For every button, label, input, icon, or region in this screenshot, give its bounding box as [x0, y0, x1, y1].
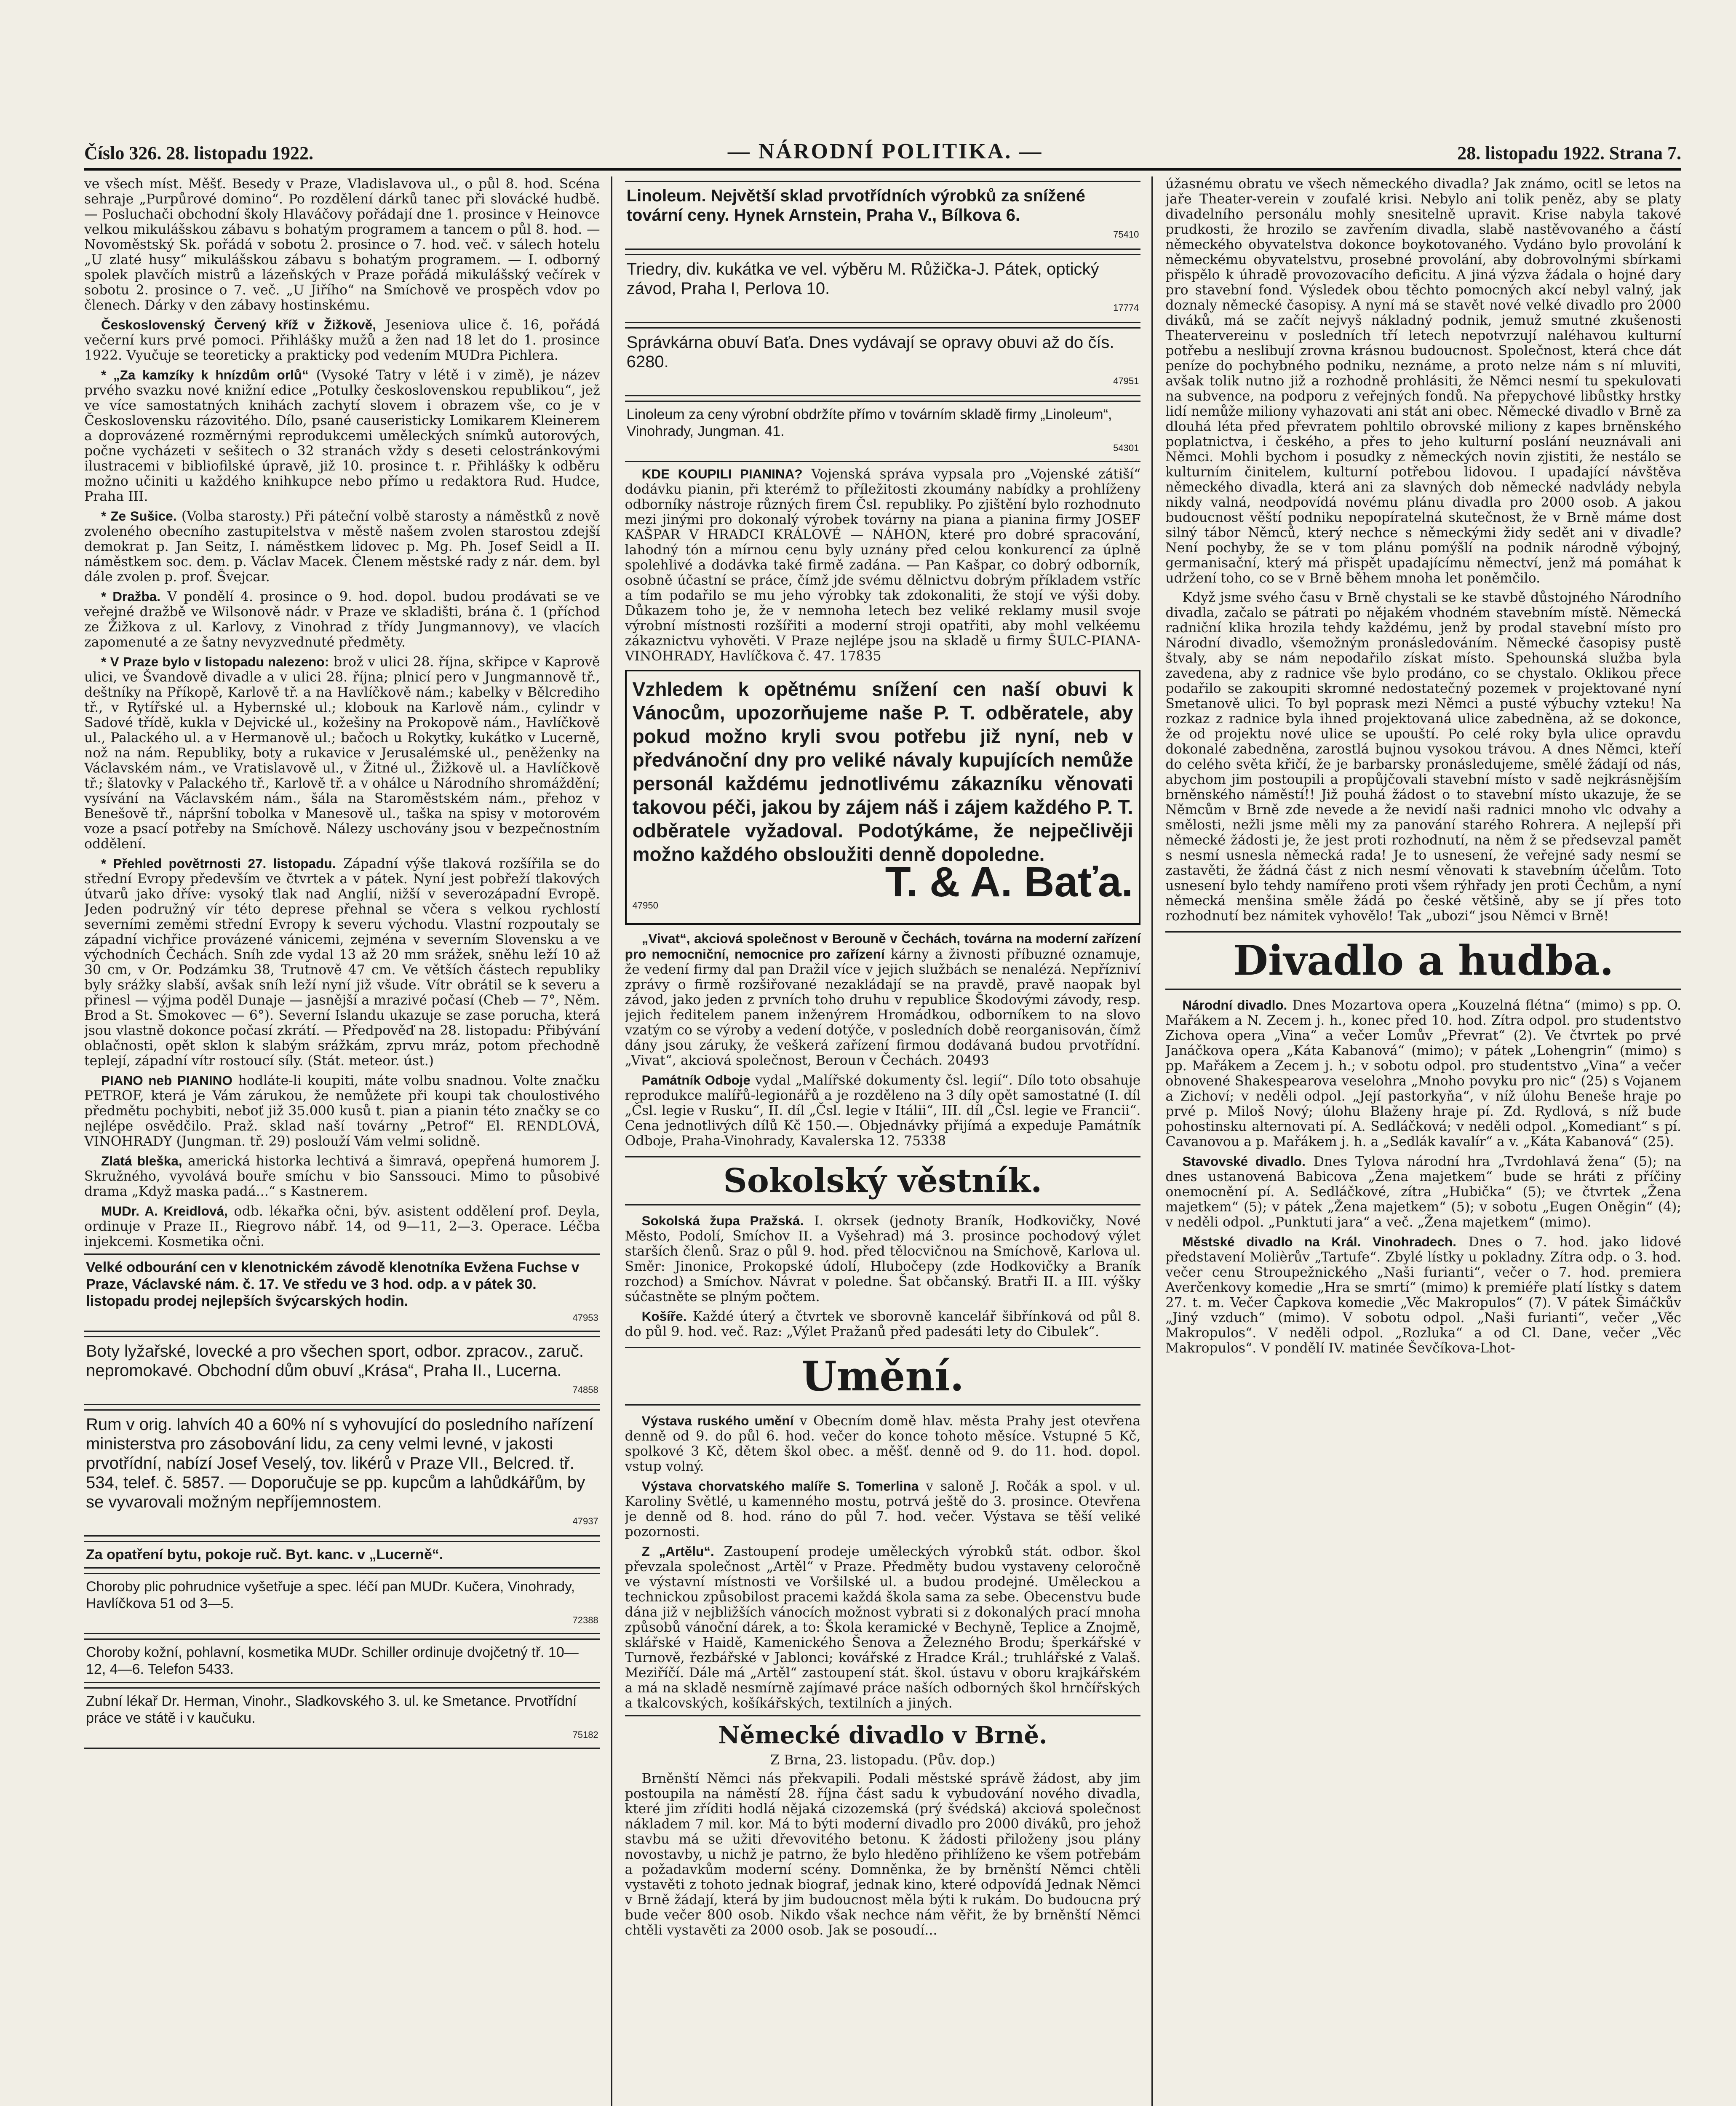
bata-code: 47950 [632, 900, 658, 911]
ad-code: 75410 [1113, 229, 1139, 240]
advertisement [84, 1253, 600, 1332]
article-lead: „Vivat“, akciová společnost v Berouně v Čechách, továrna na moderní zařízení pro nemocniční, nemocnice pro zařízení [625, 931, 1141, 962]
article-heading-brno: Německé divadlo v Brně. [718, 1721, 1047, 1749]
article [84, 367, 600, 504]
article [84, 1153, 600, 1199]
article-lead: Výstava ruského umění [641, 1413, 794, 1428]
ad-code: 75182 [572, 1729, 598, 1740]
article [625, 1072, 1141, 1149]
article-text: Každé úterý a čtvrtek ve sborovně kancelář šibřínková od půl 8. do půl 9. hod. več. Raz: „Výlet Pražanů před padesáti lety do Cibulek“. [625, 1309, 1141, 1339]
article-text: V pondělí 4. prosince o 9. hod. dopol. budou prodávati se ve veřejné dražbě ve Wilsonově nádr. v Praze ve skladišti, brána č. 1 (příchod ze Žižkova z ul. Karlovy, z Vinohrad z třídy Jungmannovy), ve vlacích zapomenuté a ze šatny nevyzvednuté předměty. [84, 589, 600, 650]
article [84, 1203, 600, 1249]
article-lead: * Přehled povětrnosti 27. listopadu. [101, 856, 336, 871]
article-text: Dnes Mozartova opera „Kouzelná flétna“ (mimo) s pp. O. Mařákem a N. Zecem j. h., konec před 10. hod. Zítra odpol. pro studentstvo Zichova opera „Vina“ a večer Lomův „Převrat“ (2). Ve čtvrtek po prvé Janáčkova opera „Káta Kabanová“ (mimo); v pátek „Lohengrin“ (mimo) s pp. Mařákem a Zecem j. h.; v sobotu odpol. pro studentstvo „Vina“ a večer obnovené Shakespearova veselohra „Mnoho povyku pro nic“ (25) s Vojanem a Zichoví; v neděli odpol. „Její pastorkyňa“, v níž úlohu Beneše hraje po prvé p. Miloš Nový; úlohu Blaženy hraje pí. Zd. Rydlová, s níž bude pohostinsku alternovati pí. A. Sedláčková; v neděli odpol. „Komediant“ s pí. Cavanovou a p. Mařákem j. h. a „Sedlák kavalír“ a v. „Káta Kabanová“ (25). [1165, 998, 1682, 1149]
advertisement [625, 327, 1141, 396]
section-heading-sokol: Sokolský věstník. [625, 1156, 1141, 1205]
article-text: kárny a živnosti příbuzné oznamuje, že vedení firmy dal pan Dražil více v jejich službách se nenalézá. Nepřízniví zprávy o firmě rozšiřované nezakládají se na pravdě, pravě naopak byl závod, jako jeden z prvních toho druhu v republice Škodovými závody, resp. jejich ředitelem panem inženýrem Hromádkou, odborníkem to na slovo vzatým co se výroby a vedení dotýče, v posledních době reorganisován, čímž dány jsou záruky, že veškerá zařízení firmou dodávaná budou prvotřídní. „Vivat“, akciová společnost, Beroun v Čechách. [625, 947, 1141, 1068]
article-text: (Volba starosty.) Při páteční volbě starosty a náměstků z nově zvoleného obecního zastupitelstva v městě našem zvolen starostou zdejší demokrat p. Jan Seitz, I. náměstkem lidovec p. Mg. Ph. Josef Seidl a II. náměstkem soc. dem. p. Václav Macek. Členem městské rady z nár. dem. byl dále zvolen p. prof. Švejcar. [84, 509, 600, 585]
article [84, 856, 600, 1069]
article-lead: Národní divadlo. [1182, 997, 1287, 1013]
article-text: Když jsme svého času v Brně chystali se ke stavbě důstojného Národního divadla, začalo se pátrati po nějakém vhodném stavebním místě. Německá radniční klika hrozila tehdy každému, jenž by prodal stavební místo pro Národní divadlo, všemožným pronásledováním. Německé časopisy pustě štvaly, aby se nám nepodařilo získat místo. Spehounská služba byla zavedena, aby z radnice vše bylo prodáno, co se chystalo. Oklikou přece podařilo se zakoupiti skromné nedostatečný pozemek v projektované nyní Smetanově ulici. To byl poprask mezi Němci a pusté výbuchy vzteku! Na rozkaz z radnice byla ihned projektovaná ulice zabedněna, až se dokonce, že od projektu nové ulice se upouští. Po celé roky byla ulice opravdu dokonalé zabedněna, zarostlá bujnou vysokou trávou. A dnes Němci, kteří do celého světa křičí, že je barbarsky pronásledujeme, smělé žádají od nás, abychom jim postoupili a propůjčovali stavební místo v sadě nejkrásnějším brněnského náměstí!! Již pouhá žádost o to stavební místo ukazuje, že se Němcům v Brně zde nevede a že nevidí naši radnici mnoho vlc odvahy a smělosti, nežli jsme měli my za panování starého Rohrera. A nejlepší při německé žádosti je, že jest proti rozhodnutí, na něm ž se předsevzal pamět s nesmí usnesla německá rada! Je to usnesení, že veřejné sady nesmí se zastavěti, že žádná část z nich nesmí věnovati k stavebním účelům. Toto usnesení bylo tehdy namířeno proti všem rýhřady jen proti Čechům, a nyní německá menšina směle žádá po české většině, aby se jí přes toto rozhodnutí bez námitek vyhovělo! Tak „ubozi“ jsou Němci v Brně! [1165, 590, 1682, 924]
article [84, 317, 600, 363]
article-lead: Zlatá bleška, [101, 1153, 182, 1168]
section-heading-theater: Divadlo a hudba. [1165, 931, 1681, 990]
article-code: 17835 [839, 649, 881, 664]
advertisement [84, 1687, 600, 1749]
ad-text: Choroby plic pohrudnice vyšetřuje a spec. léčí pan MUDr. Kučera, Vinohrady, Havlíčkova 51 od 3—5. [86, 1579, 575, 1612]
article-text: I. okrsek (jednoty Braník, Hodkovičky, Nové Město, Podolí, Smíchov II. a Vyšehrad) má 3. prosince pochodový výlet starších členů. Sraz o půl 9. hod. před tělocvičnou na Smíchově, Karlova ul. Směr: Jinonice, Prokopské údolí, Hlubočepy (zde Hodkovičky a Braník rozchod) a Smíchov. Návrat v poledne. Šat občanský. Bratři II. a III. výšky súčastněte se plným počtem. [625, 1213, 1141, 1304]
article [625, 1213, 1141, 1304]
article-lead: Městské divadlo na Král. Vinohradech. [1182, 1234, 1456, 1249]
ad-text: Velké odbourání cen v klenotnickém závodě klenotníka Evžena Fuchse v Praze, Václavské nám. č. 17. Ve středu ve 3 hod. odp. a v pátek 30. listopadu prodej nejlepších švýcarských hodin. [86, 1259, 580, 1309]
article-code: 75338 [903, 1133, 946, 1149]
ad-code: 47953 [572, 1312, 598, 1323]
article-text: (Vysoké Tatry v létě i v zimě), je název prvého svazku nové knižní edice „Potulky československou republikou“, jež ve více samostatných knihách zachytí slovem i obrazem vše, co je v Československu rázovitého. Dílo, psané causeristicky Lomikarem Kleinerem a doprovázené rozměrnými reprodukcemi uměleckých snímků autorových, počne vycházeti v sešitech o 32 stranách vždy s deseti celostránkovými ilustracemi v bibliofilské úpravě, již 10. prosince t. r. Přihlášky k odběru možno učiniti u každého knihkupce nebo přímo u redaktora Rud. Hudce, Praha III. [84, 368, 600, 504]
article [625, 1478, 1141, 1539]
advertisement [625, 254, 1141, 323]
article-lead: * „Za kamzíky k hnízdům orlů“ [101, 367, 309, 382]
column-1 [84, 176, 612, 2106]
ad-text: Triedry, div. kukátka ve vel. výběru M. Růžička-J. Pátek, optický závod, Praha I, Perlova 10. [626, 260, 1099, 298]
advertisement [84, 1638, 600, 1683]
article-lead: Československý Červený kříž v Žižkově, [101, 317, 376, 332]
article-lead: Košíře. [641, 1309, 687, 1324]
article-text: hodláte-li koupiti, máte volbu snadnou. Volte značku PETROF, která je Vám zárukou, že nemůžete při koupi tak choulostivého předmětu pochybiti, neboť již 35.000 kusů t. pian a pianin této značky se co nejlépe osvědčilo. Praž. sklad naší továrny „Petrof“ El. RENDLOVÁ, VINOHRADY (Jungman. tř. 29) poslouží Vám velmi solidně. [84, 1073, 600, 1149]
article-lead: Výstava chorvatského malíře S. Tomerlina [641, 1478, 919, 1494]
advertisement [84, 1409, 600, 1537]
masthead [84, 139, 1681, 171]
article-text: v saloně J. Ročák a spol. v ul. Karoliny Světlé, u kamenného mostu, potrvá ještě do 3. prosince. Otevřena je denně od 8. hod. ráno do půl 7. hod. večer. Výstava se těší veliké pozornosti. [625, 1479, 1141, 1539]
ad-text: Boty lyžařské, lovecké a pro všechen sport, odbor. zpracov., zaruč. nepromokavé. Obchodní dům obuví „Krása“, Praha II., Lucerna. [86, 1342, 584, 1380]
article [625, 931, 1141, 1068]
article [625, 1544, 1141, 1711]
article-text: v Obecním domě hlav. města Prahy jest otevřena denně od 9. do půl 6. hod. večer do konce tohoto měsíce. Vstupné 5 Kč, spolkové 3 Kč, dětem škol obec. a měšť. denně od 9. do 11. hod. dopol. vstup volný. [625, 1414, 1141, 1474]
newspaper-title: — NÁRODNÍ POLITIKA. — [727, 139, 1043, 163]
ad-text: Správkárna obuví Baťa. Dnes vydávají se opravy obuvi až do čís. 6280. [626, 333, 1114, 371]
advertisement [625, 401, 1141, 462]
ad-text: Zubní lékař Dr. Herman, Vinohr., Sladkovského 3. ul. ke Smetance. Prvotřídní práce ve státě i v kaučuku. [86, 1693, 577, 1726]
ad-code: 47937 [572, 1516, 598, 1526]
ad-text: Linoleum. Největší sklad prvotřídních výrobků za snížené tovární ceny. Hynek Arnstein, Praha V., Bílkova 6. [626, 187, 1085, 224]
article [625, 466, 1141, 664]
article-text: Zastoupení prodeje uměleckých výrobků stát. odbor. škol převzala společnost „Artěl“ v Praze. Předměty budou vystaveny celoročně ve výstavní místnosti ve Voršilské ul. a budou prodejné. Uměleckou a technickou způsobilost pracemi každá škola sama za sebe. Obecenstvu bude dána již v nejbližších vánocích možnost vybrati si z dokonalých prací mnoha způsobů vánoční dárek, a to: Škola keramické v Bechyně, Teplice a Znojmě, sklářské v Haidě, Kamenického Šenova a Železného Brodu; šperkářské v Turnově, řezbářské v Jablonci; kovářské z Hradce Král.; truhlářské z Valaš. Meziříčí. Dále má „Artěl“ zastoupení stát. škol. ústavu v oboru krajkářském a má na skladě nesmírně zajímavé práce naších odborných škol hrnčířských a tkalcovských, košíkářských, textilních a jiných. [625, 1544, 1141, 1711]
article-lead: Stavovské divadlo. [1182, 1154, 1306, 1169]
advertisement [84, 1541, 600, 1569]
article-text: Dnes o 7. hod. jako lidové představení Molièrův „Tartufe“. Zbylé lístky u pokladny. Zítra odp. o 3. hod. večer cenu Stroupežnického „Naši furianti“, večer o 7. hod. premiera Averčenkovy komedie „Hra se smrtí“ (mimo) k premiéře platí lístky s datem 27. t. m. Večer Čapkova komedie „Věc Makropulos“ (7). V pátek Šimáčkův „Jiný vzduch“ (mimo). V sobotu odpol. „Naši furianti“, večer „Věc Makropulos“. V neděli odpol. „Rozluka“ a od Cl. Dane, večer „Věc Makropulos“. V pondělí IV. matinée Ševčíkova-Lhot- [1165, 1235, 1682, 1356]
ad-code: 74858 [572, 1384, 598, 1395]
bata-text: Vzhledem k opětnému snížení cen naší obuvi k Vánocům, upozorňujeme naše P. T. odběratele, aby pokud možno kryli svou potřebu již nyní, neb v předvánoční dny pro veliké návaly kupujících nemůže personál každému jednotlivému zákazníku věnovati takovou péči, jakou by zájem náš i zájem každého P. T. odběratele vyžadoval. Podotýkáme, že nejpečlivěji možno každého obsloužiti denně dopoledne. [632, 678, 1133, 865]
columns [84, 176, 1681, 2106]
dateline: Z Brna, 23. listopadu. (Pův. dop.) [770, 1752, 996, 1768]
article [84, 654, 600, 852]
article [84, 508, 600, 585]
article-text: brož v ulici 28. října, skřipce v Kaprově ulici, ve Švandově divadle a v ulici 28. října; plnicí pero v Jungmannově tř., deštníky na Příkopě, Karlově tř. a na Havlíčkově nám.; kabelky v Bělcrediho tř., v Rytířské ul. a Hybernské ul.; klobouk na Karlově nám., cylindr v Sadové třídě, kukla v Dejvické ul., kožešiny na Prokopově nám., Havlíčkově ul., Palackého ul. a v Hermanově ul.; bačoch u Rokytky, kukátko v Lucerně, nož na nám. Republiky, boty a rukavice v Jerusalémské ul., peněženky na Václavském nám., ve Vratislavově ul., v Žitné ul., Žižkově ul. a Havlíčkově tř.; šlatovky v Palackého tř., Karlově tř. a v ohálce u Národního shromáždění; vysívání na Václavském nám., šála na Staroměstském nám., přehoz v Benešově tř., nápršní tobolka v Manesově ul., taška na spisy v motorovém voze a psací potřeby na Smíchově. Nálezy uschovány jsou v bezpečnostním oddělení. [84, 655, 600, 852]
advertisement [84, 1573, 600, 1634]
article-lead: Z „Artělu“. [641, 1544, 714, 1559]
ad-code: 47951 [1113, 376, 1139, 386]
article [625, 1309, 1141, 1339]
article-text: Západní výše tlaková rozšířila se do střední Evropy především ve čtvrtek a v pátek. Nyní jest pobřeží tlakových útvarů jako dříve: vysoký tlak nad Anglií, nižší v severozápadní Evropě. Jeden podružný vír této deprese přehnal se včera s velkou rychlostí severními zeměmi střední Evropy k severu východu. Vlastní rozpoutaly se západní vichřice provázené vánicemi, zejména v severním Slovensku a ve východních Čechách. Sníh zde vydal 13 až 20 mm srážek, sněhu leží 10 až 30 cm, v Or. Podzámku 38, Trutnově 47 cm. Ve větších částech republiky byly srážky slabší, avšak sníh leží nyní již všude. Vítr obrátil se k severu a přinesl — výjma poděl Dunaje — jasnější a mrazivé počasí (Cheb — 7°, Něm. Brod a St. Smokovec — 6°). Severní Islandu ukazuje se zase porucha, která jsou vlastně dokonce počasí zkrátí. — Předpověď na 28. listopadu: Přibývání oblačnosti, opět sklon k slabým srážkám, zprvu mráz, potom přechodně teplejí, západní vítr rostoucí síly. (Stát. meteor. úst.) [84, 856, 600, 1069]
article-lead: Sokolská župa Pražská. [641, 1213, 804, 1228]
advertisement [625, 181, 1141, 250]
page-number: 28. listopadu 1922. Strana 7. [1457, 143, 1681, 163]
bata-signature: T. & A. Baťa. [885, 858, 1133, 906]
article [1165, 997, 1681, 1149]
article [1165, 1234, 1681, 1356]
divider [625, 1715, 1141, 1716]
article-lead: KDE KOUPILI PIANINA? [641, 466, 803, 481]
article-text: ve všech míst. Měšť. Besedy v Praze, Vladislavova ul., o půl 8. hod. Scéna sehraje „Purpůrové domino“. Po rozdělení dárků tanec při slovácké hudbě. — Posluchači obchodní školy Hlaváčovy pořádají dne 1. prosince v Heinovce velkou mikulášskou zábavu s bohatým programem a tancem o půl 8. hod. — Novoměstský Sk. pořádá v sobotu 2. prosince o 7. hod. več. v sálech hotelu „U zlaté husy“ mikulášskou zábavu s bohatým programem. — I. odborný spolek plavčích mistrů a lázeňských v Praze pořádá mikulášský večírek v sobotu 2. prosince o 7. več. „U Jiřího“ na Smíchově ve prospěch vdov po členech. Dárky v den zábavy hostinskému. [84, 176, 600, 313]
article-text: americká historka lechtivá a šimravá, opepřená humorem J. Skružného, vyvolává bouře smíchu v bio Sanssouci. Mimo to působivé drama „Když maska padá...“ s Kastnerem. [84, 1154, 600, 1199]
ad-text: Choroby kožní, pohlavní, kosmetika MUDr. Schiller ordinuje dvojčetný tř. 10—12, 4—6. Telefon 5433. [86, 1644, 579, 1677]
article-lead: * V Praze bylo v listopadu nalezeno: [101, 654, 329, 669]
article [625, 1413, 1141, 1474]
article-lead: MUDr. A. Kreidlová, [101, 1203, 228, 1219]
article-code: 20493 [947, 1053, 989, 1068]
column-3 [1165, 176, 1681, 2106]
column-2 [625, 176, 1153, 2106]
advertisement [84, 1336, 600, 1405]
article-text: Vojenská správa vypsala pro „Vojenské zátiší“ dodávku pianin, při kterémž to příležitosti zkoumány nabídky a prohlíženy odborníky nástroje různých firem Čsl. republiky. Po zjištění bylo rozhodnuto mezi jinými pro dokonalý výrobek továrny na piana a pianina firmy JOSEF KAŠPAR V HRADCI KRÁLOVÉ — NÁHON, které pro dobré spracování, lahodný tón a mírnou cenu byly uznány před celou konkurencí za úplně spolehlivé a dodávka také firmě zadána. — Pan Kašpar, co dobrý odborník, osobně účastní se práce, čímž jde svému dělnictvu dobrým příkladem vstříc a tím podařilo se mu jeho výrobky tak zdokonaliti, že stojí ve výši doby. Důkazem toho je, že v nemnoha letech bez veliké reklamy musil svoje výrobní místnosti rozšířiti a moderní stroji opatřiti, aby mohl velkéemu zákaznictvu vyhověti. V Praze nejlépe jsou na skladě u firmy ŠULC-PIANA-VINOHRADY, Havlíčkova č. 47. [625, 467, 1141, 664]
ad-text: Rum v orig. lahvích 40 a 60% ní s vyhovující do posledního nařízení ministerstva pro zásobování lidu, za ceny velmi levné, v jakosti prvotřídní, nabízí Josef Veselý, tov. likérů v Praze VII., Belcred. tř. 534, telef. č. 5857. — Doporučuje se pp. kupcům a lahůdkářům, by se vyvarovali možným nepříjemnostem. [86, 1415, 594, 1511]
article [84, 1073, 600, 1149]
article-lead: Památník Odboje [641, 1072, 750, 1088]
article-text: Jeseniova ulice č. 16, pořádá večerní kurs prvé pomoci. Přihlášky mužů a žen nad 18 let do 1. prosince 1922. Vyučuje se teoreticky a prakticky pod vedením MUDra Pichlera. [84, 318, 600, 363]
article [1165, 1154, 1681, 1230]
ad-code: 72388 [572, 1615, 598, 1625]
article-lead: * Ze Sušice. [101, 508, 177, 524]
article-text: úžasnému obratu ve všech německého divadla? Jak známo, ocitl se letos na jaře Theater-verein v zoufalé krisi. Nebylo ani tolik peněz, aby se platy divadelního personálu mohly snesitelně upravit. Krise nabyla takové prudkosti, že hrozilo se zavřením divadla, slabě nastěvovaného a částí německého obyvatelstva dokonce boykotovaného. Vydáno bylo provolání k německému obyvatelstvu, prosebné provolání, aby dobrovolnými sbírkami přispělo k úhradě provozovacího deficitu. A jiná výzva žádala o hojné dary pro stavební fond. Výsledek obou těchto pomocných akcí nebyl valný, jak doznaly německé časopisy. A nyní má se stavět nové velké divadlo pro 2000 diváků, má se začít nejvyš nákladný podnik, jemuž smutné zkušenosti Theatervereinu v posledních tří letech nepotvrzují naléhavou kulturní potřebu a neslibují zrovna krásnou budoucnost. Společnost, která chce dát peníze do pochybného podniku, neznáme, a proto nelze nám s ní mluviti, avšak tolik nutno již a rozhodně prohlásiti, že Němci nesmí tu spekulovati na subvence, na podporu z veřejných fondů. Na přepychové libůstky hrstky lidí nemůže miliony vyhazovati ani stát ani obec. Německé divadlo v Brně za dlouhá léta před převratem pohltilo obrovské miliony z kapes brněnského poplatnictva, i českého, a přes to jeho kulturní poslání neuznávali ani Němci. Mohli bychom i posudky z německých novin zjistiti, že nestálo se kulturním činitelem, kulturní potřebou lidovou. I upadající návštěva německého divadla, která ani za slavných dob německé nadvlády nebyla nikdy valná, neodpovídá novému plánu divadla pro 2000 osob. A jakou budoucnost věští podniku nepopíratelná skutečnost, že v Brně máme dost silný tábor Němců, který nechce s německými židy sedět ani v divadle? Není pochyby, že se v tom plánu pomýšlí na podnik národně výbojný, germanisační, který má přispět upadajícímu němectví, jenž má pomáhat k udržení toho, co se v Brně během mnoha let poněmčilo. [1165, 176, 1682, 586]
article-text: Brněnští Němci nás překvapili. Podali městské správě žádost, aby jim postoupila na náměstí 28. října část sadu k vybudování nového divadla, které jim zříditi hodlá nějaká cizozemská (prý švédská) akciová společnost nákladem 7 mil. kor. Má to býti moderní divadlo pro 2000 diváků, pro jehož stavbu má se užiti dřevovitého betonu. K žádosti přiloženy jsou plány novostavby, u nichž je patrno, že bylo hleděno přihlíženo ke všem potřebám a požadavkům moderní scény. Domněnka, že by brněnští Němci chtěli vystavěti z tohoto jednak biograf, jednak kino, které odpovídá Jednak Němci v Brně žádají, která by jim budoucnost měla býti k rukám. Do budoucna prý bude večer 800 osob. Nikdo však nechce nám věřit, že by brněnští Němci chtěli vystavěti za 2000 osob. Jak se posoudí... [625, 1771, 1141, 1938]
ad-text: Linoleum za ceny výrobní obdržíte přímo v továrním skladě firmy „Linoleum“, Vinohrady, Jungman. 41. [626, 406, 1112, 439]
ad-text: Za opatření bytu, pokoje ruč. Byt. kanc. v „Lucerně“. [86, 1547, 443, 1563]
issue-number: Číslo 326. 28. listopadu 1922. [84, 143, 313, 163]
article-text: vydal „Malířské dokumenty čsl. legií“. Dílo toto obsahuje reprodukce malířů-legionářů a je rozděleno na 3 díly opět samostatné (I. díl „Čsl. legie v Rusku“, II. díl „Čsl. legie v Itálii“, III. díl „Čsl. legie ve Francii“. Cena jednotlivých dílů Kč 150.—. Objednávky přijímá a expeduje Památník Odboje, Praha-Vinohrady, Kavalerska 12. [625, 1073, 1141, 1149]
article-lead: PIANO neb PIANINO [101, 1073, 232, 1088]
bata-advertisement [625, 670, 1141, 925]
ad-code: 17774 [1113, 302, 1139, 313]
article-lead: * Dražba. [101, 589, 161, 604]
section-heading-art: Umění. [625, 1347, 1141, 1406]
ad-code: 54301 [1113, 443, 1139, 453]
article [84, 589, 600, 650]
article-text: odb. lékařka očni, býv. asistent oddělení prof. Deyla, ordinuje v Praze II., Riegrovo nábř. 14, od 9—11, 2—3. Operace. Léčba injekcemi. Kosmetika očni. [84, 1204, 600, 1249]
article-text: Dnes Tylova národní hra „Tvrdohlavá žena“ (5); na dnes ustanovená Babicova „Žena majetkem“ bude se hráti z příčiny onemocnění pí. A. Sedláčkové, zítra „Hubička“ (5); ve čtvrtek „Žena majetkem“ (5); v pátek „Žena majetkem“ (5); v sobotu „Eugen Oněgin“ (4); v neděli odpol. „Punktuti jara“ a več. „Žena majetkem“ (mimo). [1165, 1154, 1682, 1230]
